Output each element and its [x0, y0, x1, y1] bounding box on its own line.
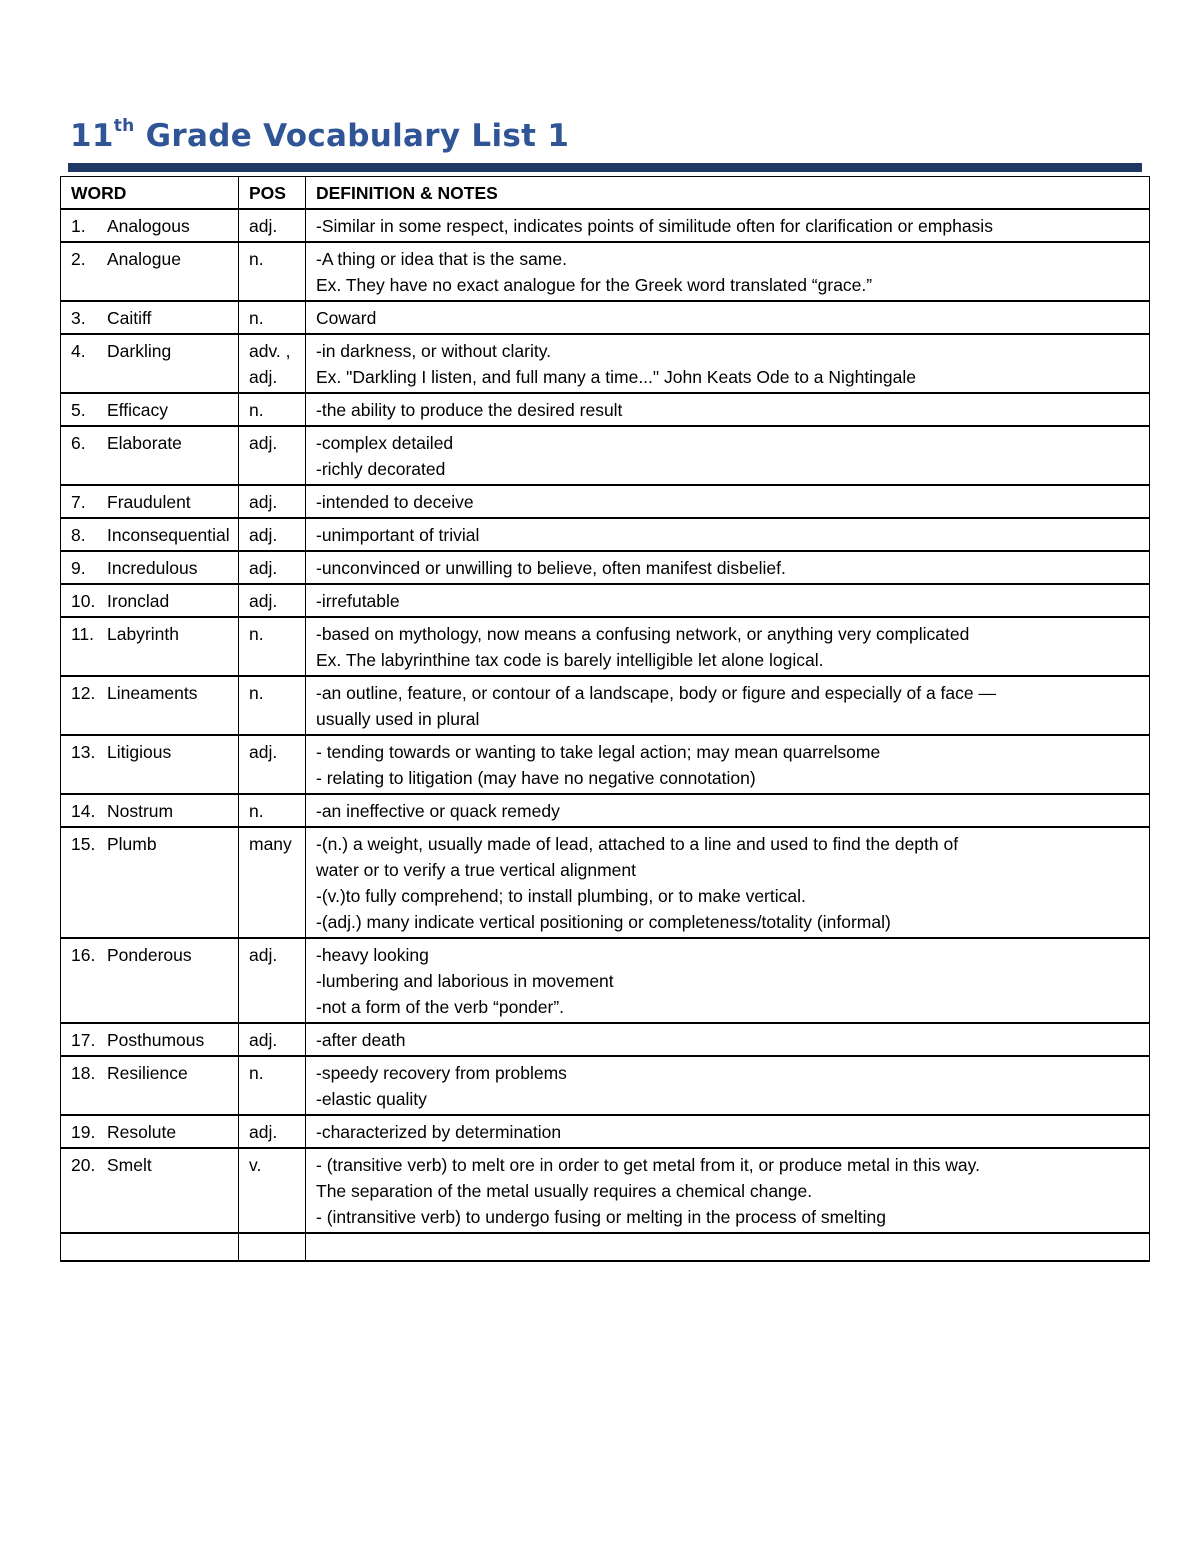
word-text: Darkling: [107, 341, 172, 361]
word-text: Lineaments: [107, 683, 198, 703]
pos-cell: [239, 426, 306, 485]
header-pos: POS: [239, 177, 306, 210]
definition-line: -after death: [316, 1030, 406, 1050]
table-row: [61, 794, 1150, 827]
definition-line: -based on mythology, now means a confusing network, or anything very complicated: [316, 624, 970, 644]
pos-cell: [239, 1023, 306, 1056]
word-number: 4.: [71, 341, 86, 361]
definition-line: -elastic quality: [316, 1089, 427, 1109]
empty-cell: [61, 1233, 239, 1261]
word-number: 3.: [71, 308, 86, 328]
definition-line: -(v.)to fully comprehend; to install plumbing, or to make vertical.: [316, 886, 806, 906]
definition-line: -not a form of the verb “ponder”.: [316, 997, 565, 1017]
pos-text: adv. ,: [249, 341, 291, 361]
definition-line: -speedy recovery from problems: [316, 1063, 567, 1083]
pos-text: n.: [249, 249, 264, 269]
definition-line: -complex detailed: [316, 433, 454, 453]
word-number: 16.: [71, 945, 96, 965]
definition-cell: [306, 1148, 1150, 1233]
pos-cell: [239, 551, 306, 584]
word-cell: [61, 676, 239, 735]
pos-text: n.: [249, 624, 264, 644]
title-superscript: th: [113, 115, 135, 136]
definition-line: -an ineffective or quack remedy: [316, 801, 560, 821]
definition-line: The separation of the metal usually requires a chemical change.: [316, 1181, 813, 1201]
table-row: [61, 827, 1150, 938]
definition-line: usually used in plural: [316, 709, 480, 729]
definition-line: Coward: [316, 308, 377, 328]
word-number: 5.: [71, 400, 86, 420]
word-cell: [61, 426, 239, 485]
word-number: 2.: [71, 249, 86, 269]
word-text: Elaborate: [107, 433, 182, 453]
table-row: [61, 938, 1150, 1023]
pos-cell: [239, 393, 306, 426]
word-cell: [61, 827, 239, 938]
word-cell: [61, 584, 239, 617]
table-row: [61, 551, 1150, 584]
definition-line: Ex. "Darkling I listen, and full many a time..." John Keats Ode to a Nightingale: [316, 367, 916, 387]
pos-cell: [239, 584, 306, 617]
word-number: 13.: [71, 742, 96, 762]
definition-line: -(n.) a weight, usually made of lead, attached to a line and used to find the depth of: [316, 834, 959, 854]
pos-cell: [239, 301, 306, 334]
pos-text: adj.: [249, 558, 278, 578]
definition-cell: [306, 518, 1150, 551]
definition-cell: [306, 1115, 1150, 1148]
table-row: [61, 735, 1150, 794]
word-cell: [61, 735, 239, 794]
definition-cell: [306, 485, 1150, 518]
word-number: 14.: [71, 801, 96, 821]
vocabulary-table: [60, 176, 1150, 1262]
word-number: 6.: [71, 433, 86, 453]
word-text: Inconsequential: [107, 525, 230, 545]
pos-cell: [239, 1115, 306, 1148]
definition-line: - relating to litigation (may have no negative connotation): [316, 768, 756, 788]
pos-text: adj.: [249, 525, 278, 545]
pos-text: adj.: [249, 1030, 278, 1050]
definition-cell: [306, 426, 1150, 485]
word-text: Smelt: [107, 1155, 152, 1175]
word-cell: [61, 334, 239, 393]
definition-cell: [306, 676, 1150, 735]
pos-text: adj.: [249, 591, 278, 611]
word-cell: [61, 485, 239, 518]
definition-cell: [306, 551, 1150, 584]
word-text: Labyrinth: [107, 624, 179, 644]
definition-cell: [306, 617, 1150, 676]
definition-cell: [306, 334, 1150, 393]
page-title: [70, 115, 570, 154]
table-header-row: [61, 177, 1150, 210]
table-body: [61, 209, 1150, 1261]
pos-text: adj.: [249, 216, 278, 236]
definition-line: -Similar in some respect, indicates points of similitude often for clarification or emphasis: [316, 216, 993, 236]
pos-text: many: [249, 834, 292, 854]
pos-text: v.: [249, 1155, 262, 1175]
word-text: Incredulous: [107, 558, 198, 578]
definition-line: -irrefutable: [316, 591, 400, 611]
definition-line: -A thing or idea that is the same.: [316, 249, 567, 269]
definition-line: Ex. They have no exact analogue for the Greek word translated “grace.”: [316, 275, 873, 295]
definition-cell: [306, 827, 1150, 938]
word-text: Resolute: [107, 1122, 177, 1142]
word-cell: [61, 301, 239, 334]
pos-text: n.: [249, 801, 264, 821]
word-cell: [61, 393, 239, 426]
word-number: 12.: [71, 683, 96, 703]
definition-cell: [306, 242, 1150, 301]
pos-text: adj.: [249, 1122, 278, 1142]
header-word: WORD: [61, 177, 239, 210]
definition-cell: [306, 1056, 1150, 1115]
pos-cell: [239, 1148, 306, 1233]
word-number: 20.: [71, 1155, 96, 1175]
definition-cell: [306, 301, 1150, 334]
table-row: [61, 301, 1150, 334]
pos-cell: [239, 827, 306, 938]
word-cell: [61, 1056, 239, 1115]
definition-line: -lumbering and laborious in movement: [316, 971, 614, 991]
header-definition: DEFINITION & NOTES: [306, 177, 1150, 210]
table-row: [61, 1056, 1150, 1115]
word-text: Efficacy: [107, 400, 168, 420]
pos-text: adj.: [249, 367, 278, 387]
empty-table-row: [61, 1233, 1150, 1261]
word-text: Analogue: [107, 249, 181, 269]
pos-cell: [239, 1056, 306, 1115]
word-number: 10.: [71, 591, 96, 611]
pos-cell: [239, 794, 306, 827]
definition-line: -richly decorated: [316, 459, 446, 479]
word-text: Posthumous: [107, 1030, 205, 1050]
pos-text: n.: [249, 1063, 264, 1083]
table-row: [61, 242, 1150, 301]
definition-line: -heavy looking: [316, 945, 429, 965]
table-row: [61, 485, 1150, 518]
word-number: 9.: [71, 558, 86, 578]
table-row: [61, 584, 1150, 617]
pos-text: adj.: [249, 492, 278, 512]
word-cell: [61, 1115, 239, 1148]
definition-line: -unconvinced or unwilling to believe, often manifest disbelief.: [316, 558, 786, 578]
word-cell: [61, 242, 239, 301]
title-number: 11: [70, 118, 114, 154]
word-number: 15.: [71, 834, 96, 854]
title-text: Grade Vocabulary List 1: [134, 118, 570, 154]
pos-text: adj.: [249, 433, 278, 453]
word-text: Caitiff: [107, 308, 152, 328]
word-cell: [61, 617, 239, 676]
word-number: 19.: [71, 1122, 96, 1142]
word-text: Resilience: [107, 1063, 188, 1083]
table-row: [61, 334, 1150, 393]
pos-text: n.: [249, 683, 264, 703]
definition-cell: [306, 584, 1150, 617]
word-cell: [61, 1023, 239, 1056]
table-row: [61, 1148, 1150, 1233]
pos-cell: [239, 938, 306, 1023]
word-number: 7.: [71, 492, 86, 512]
definition-line: water or to verify a true vertical alignment: [316, 860, 636, 880]
pos-text: n.: [249, 308, 264, 328]
word-cell: [61, 1148, 239, 1233]
table-row: [61, 518, 1150, 551]
word-text: Nostrum: [107, 801, 174, 821]
word-text: Ironclad: [107, 591, 170, 611]
definition-line: -intended to deceive: [316, 492, 474, 512]
definition-cell: [306, 794, 1150, 827]
title-underline-bar: [68, 163, 1142, 172]
word-text: Analogous: [107, 216, 190, 236]
definition-line: -characterized by determination: [316, 1122, 562, 1142]
pos-cell: [239, 242, 306, 301]
word-number: 17.: [71, 1030, 96, 1050]
definition-line: -(adj.) many indicate vertical positioning or completeness/totality (informal): [316, 912, 891, 932]
word-text: Ponderous: [107, 945, 192, 965]
word-text: Plumb: [107, 834, 157, 854]
definition-cell: [306, 209, 1150, 242]
word-number: 8.: [71, 525, 86, 545]
table-row: [61, 209, 1150, 242]
table-row: [61, 393, 1150, 426]
definition-line: Ex. The labyrinthine tax code is barely intelligible let alone logical.: [316, 650, 824, 670]
definition-cell: [306, 735, 1150, 794]
word-cell: [61, 551, 239, 584]
definition-line: - (intransitive verb) to undergo fusing or melting in the process of smelting: [316, 1207, 886, 1227]
pos-text: adj.: [249, 945, 278, 965]
pos-text: adj.: [249, 742, 278, 762]
word-text: Litigious: [107, 742, 172, 762]
word-number: 1.: [71, 216, 86, 236]
word-cell: [61, 794, 239, 827]
pos-cell: [239, 518, 306, 551]
table-row: [61, 676, 1150, 735]
table-row: [61, 1115, 1150, 1148]
definition-cell: [306, 1023, 1150, 1056]
table-row: [61, 617, 1150, 676]
empty-cell: [306, 1233, 1150, 1261]
pos-cell: [239, 735, 306, 794]
table-row: [61, 426, 1150, 485]
pos-cell: [239, 676, 306, 735]
definition-line: -an outline, feature, or contour of a landscape, body or figure and especially of a face —: [316, 683, 996, 703]
definition-line: - (transitive verb) to melt ore in order to get metal from it, or produce metal in this way.: [316, 1155, 980, 1175]
definition-line: - tending towards or wanting to take legal action; may mean quarrelsome: [316, 742, 881, 762]
word-cell: [61, 209, 239, 242]
word-cell: [61, 518, 239, 551]
definition-line: -in darkness, or without clarity.: [316, 341, 552, 361]
definition-cell: [306, 393, 1150, 426]
word-cell: [61, 938, 239, 1023]
empty-cell: [239, 1233, 306, 1261]
pos-cell: [239, 617, 306, 676]
pos-text: n.: [249, 400, 264, 420]
word-number: 18.: [71, 1063, 96, 1083]
definition-cell: [306, 938, 1150, 1023]
pos-cell: [239, 485, 306, 518]
word-text: Fraudulent: [107, 492, 191, 512]
pos-cell: [239, 209, 306, 242]
word-number: 11.: [71, 624, 95, 644]
definition-line: -unimportant of trivial: [316, 525, 480, 545]
definition-line: -the ability to produce the desired result: [316, 400, 623, 420]
table-row: [61, 1023, 1150, 1056]
pos-cell: [239, 334, 306, 393]
